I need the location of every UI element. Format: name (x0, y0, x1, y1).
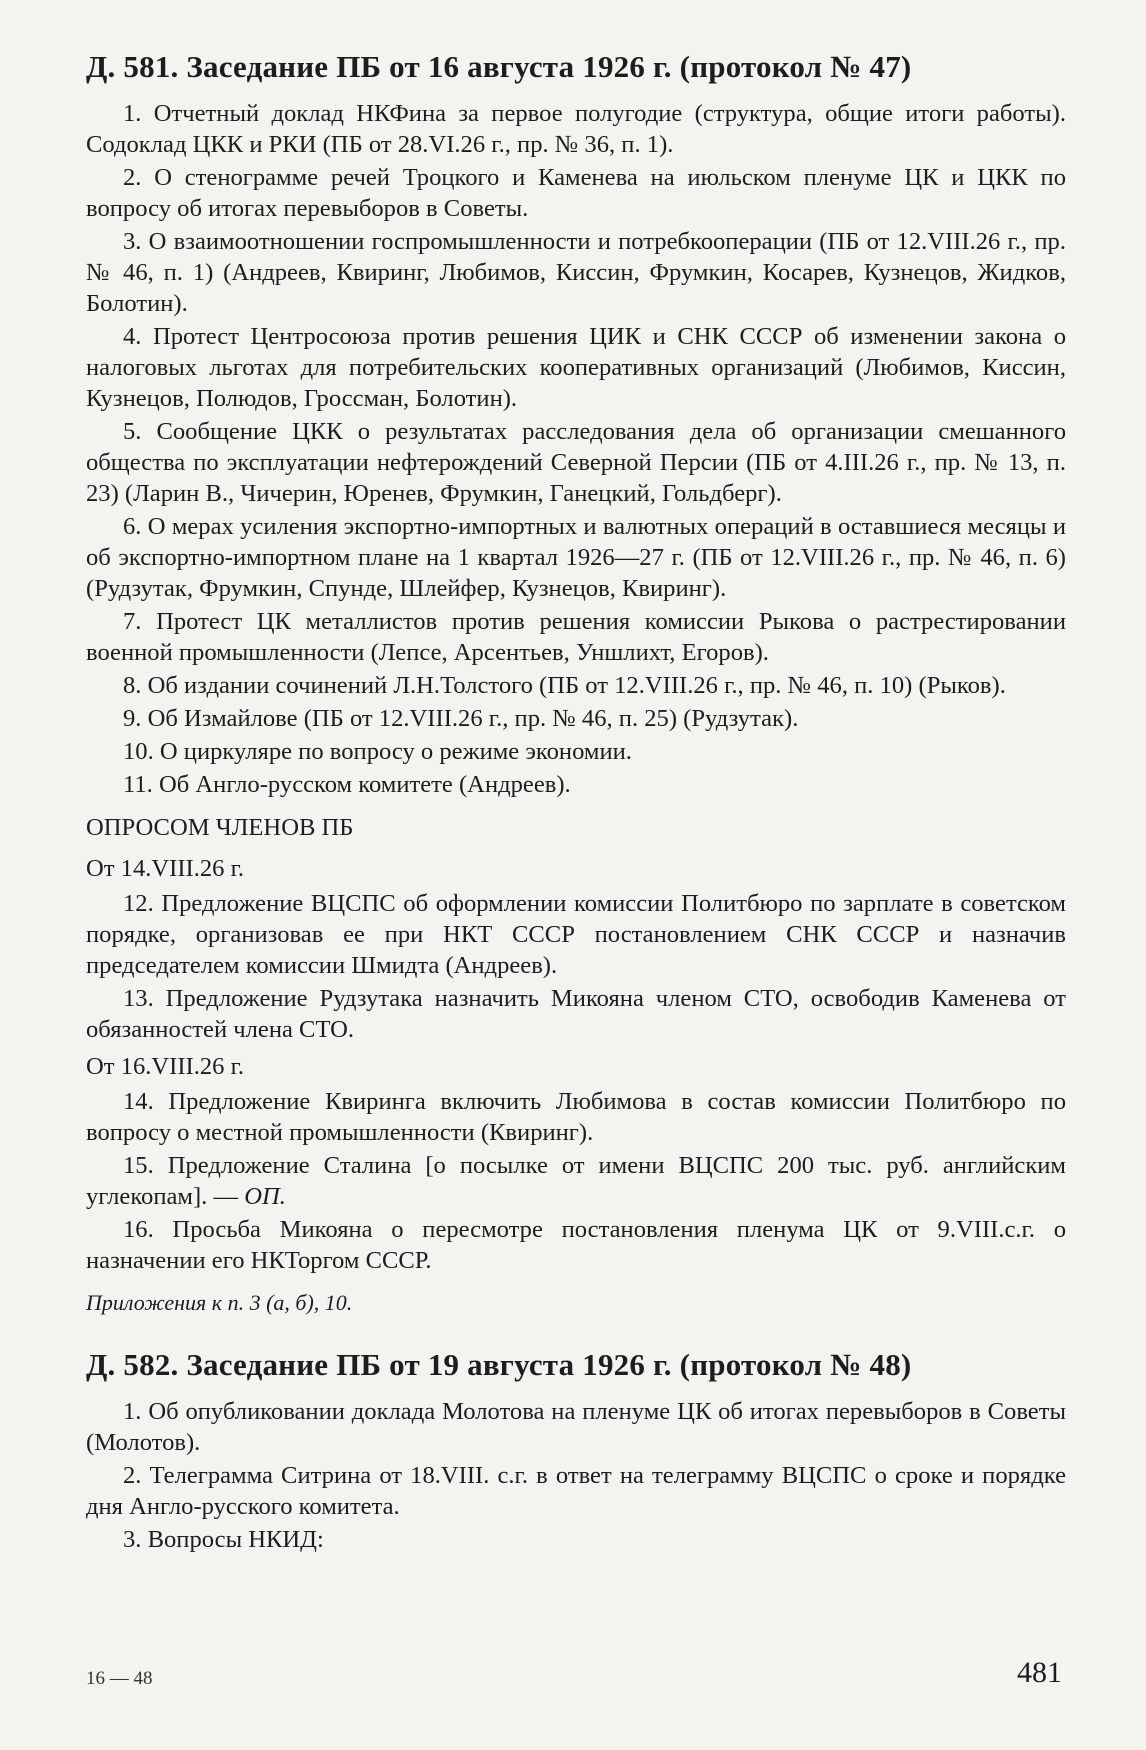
agenda-item-15-text: 15. Предложение Сталина [о посылке от имени ВЦСПС 200 тыс. руб. английским углекопам]. — (86, 1152, 1066, 1210)
doc581-items-a (86, 98, 1066, 800)
agenda-item-16: 16. Просьба Микояна о пересмотре постановления пленума ЦК от 9.VIII.с.г. о назначении его НКТоргом СССР. (86, 1216, 1066, 1274)
printer-signature: 16 — 48 (86, 1668, 153, 1689)
agenda-item-7: 7. Протест ЦК металлистов против решения комиссии Рыкова о растрестировании военной промышленности (Лепсе, Арсентьев, Уншлихт, Егоров). (86, 608, 1066, 666)
agenda-item-5: 5. Сообщение ЦКК о результатах расследования дела об организации смешанного общества по эксплуатации нефтерождений Северной Персии (ПБ от 4.III.26 г., пр. № 13, п. 23) (Ларин В., Чичерин, Юренев, Фрумкин, Ганецкий, Гольдберг). (86, 418, 1066, 507)
agenda-item-3: 3. О взаимоотношении госпромышленности и потребкооперации (ПБ от 12.VIII.26 г., пр. № 46, п. 1) (Андреев, Квиринг, Любимов, Киссин, Фрумкин, Косарев, Кузнецов, Жидков, Болотин). (86, 228, 1066, 317)
page-number: 481 (1017, 1656, 1062, 1689)
agenda-item-4: 4. Протест Центросоюза против решения ЦИК и СНК СССР об изменении закона о налоговых льготах для потребительских кооперативных организаций (Любимов, Киссин, Кузнецов, Полюдов, Гроссман, Болотин). (86, 323, 1066, 412)
date-line-16-aug: От 16.VIII.26 г. (86, 1053, 245, 1080)
agenda-item-2: 2. О стенограмме речей Троцкого и Каменева на июльском пленуме ЦК и ЦКК по вопросу об итогах перевыборов в Советы. (86, 164, 1066, 222)
date-line-14-aug: От 14.VIII.26 г. (86, 855, 245, 882)
agenda-item-10: 10. О циркуляре по вопросу о режиме экономии. (123, 738, 632, 765)
agenda-item-9: 9. Об Измайлове (ПБ от 12.VIII.26 г., пр. № 46, п. 25) (Рудзутак). (123, 705, 799, 732)
agenda-item-15-mark: ОП. (244, 1183, 286, 1210)
agenda-item-6: 6. О мерах усиления экспортно-импортных и валютных операций в оставшиеся месяцы и об экспортно-импортном плане на 1 квартал 1926—27 г. (ПБ от 12.VIII.26 г., пр. № 46, п. 6) (Рудзутак, Фрумкин, Спунде, Шлейфер, Кузнецов, Квиринг). (86, 513, 1066, 602)
page (86, 48, 1066, 1557)
appendix-note: Приложения к п. 3 (а, б), 10. (86, 1290, 353, 1315)
agenda-item-15 (86, 1150, 1066, 1212)
agenda-item-1: 1. Отчетный доклад НКФина за первое полугодие (структура, общие итоги работы). Содоклад ЦКК и РКИ (ПБ от 28.VI.26 г., пр. № 36, п. 1). (86, 100, 1066, 158)
agenda-item-8: 8. Об издании сочинений Л.Н.Толстого (ПБ от 12.VIII.26 г., пр. № 46, п. 10) (Рыков). (123, 672, 1006, 699)
agenda-item-13: 13. Предложение Рудзутака назначить Микояна членом СТО, освободив Каменева от обязанностей члена СТО. (86, 985, 1066, 1043)
poll-section-label: ОПРОСОМ ЧЛЕНОВ ПБ (86, 814, 354, 841)
agenda-item-14: 14. Предложение Квиринга включить Любимова в состав комиссии Политбюро по вопросу о местной промышленности (Квиринг). (86, 1088, 1066, 1146)
doc582-item-1: 1. Об опубликовании доклада Молотова на пленуме ЦК об итогах перевыборов в Советы (Молотов). (86, 1398, 1066, 1456)
document-582-heading: Д. 582. Заседание ПБ от 19 августа 1926 г. (протокол № 48) (86, 1347, 912, 1382)
doc582-item-2: 2. Телеграмма Ситрина от 18.VIII. с.г. в ответ на телеграмму ВЦСПС о сроке и порядке дня Англо-русского комитета. (86, 1462, 1066, 1520)
document-581-heading: Д. 581. Заседание ПБ от 16 августа 1926 г. (протокол № 47) (86, 49, 912, 84)
agenda-item-11: 11. Об Англо-русском комитете (Андреев). (123, 771, 571, 798)
agenda-item-12: 12. Предложение ВЦСПС об оформлении комиссии Политбюро по зарплате в советском порядке, организовав ее при НКТ СССР постановлением СНК СССР и назначив председателем комиссии Шмидта (Андреев). (86, 890, 1066, 979)
doc582-item-3: 3. Вопросы НКИД: (123, 1526, 324, 1553)
